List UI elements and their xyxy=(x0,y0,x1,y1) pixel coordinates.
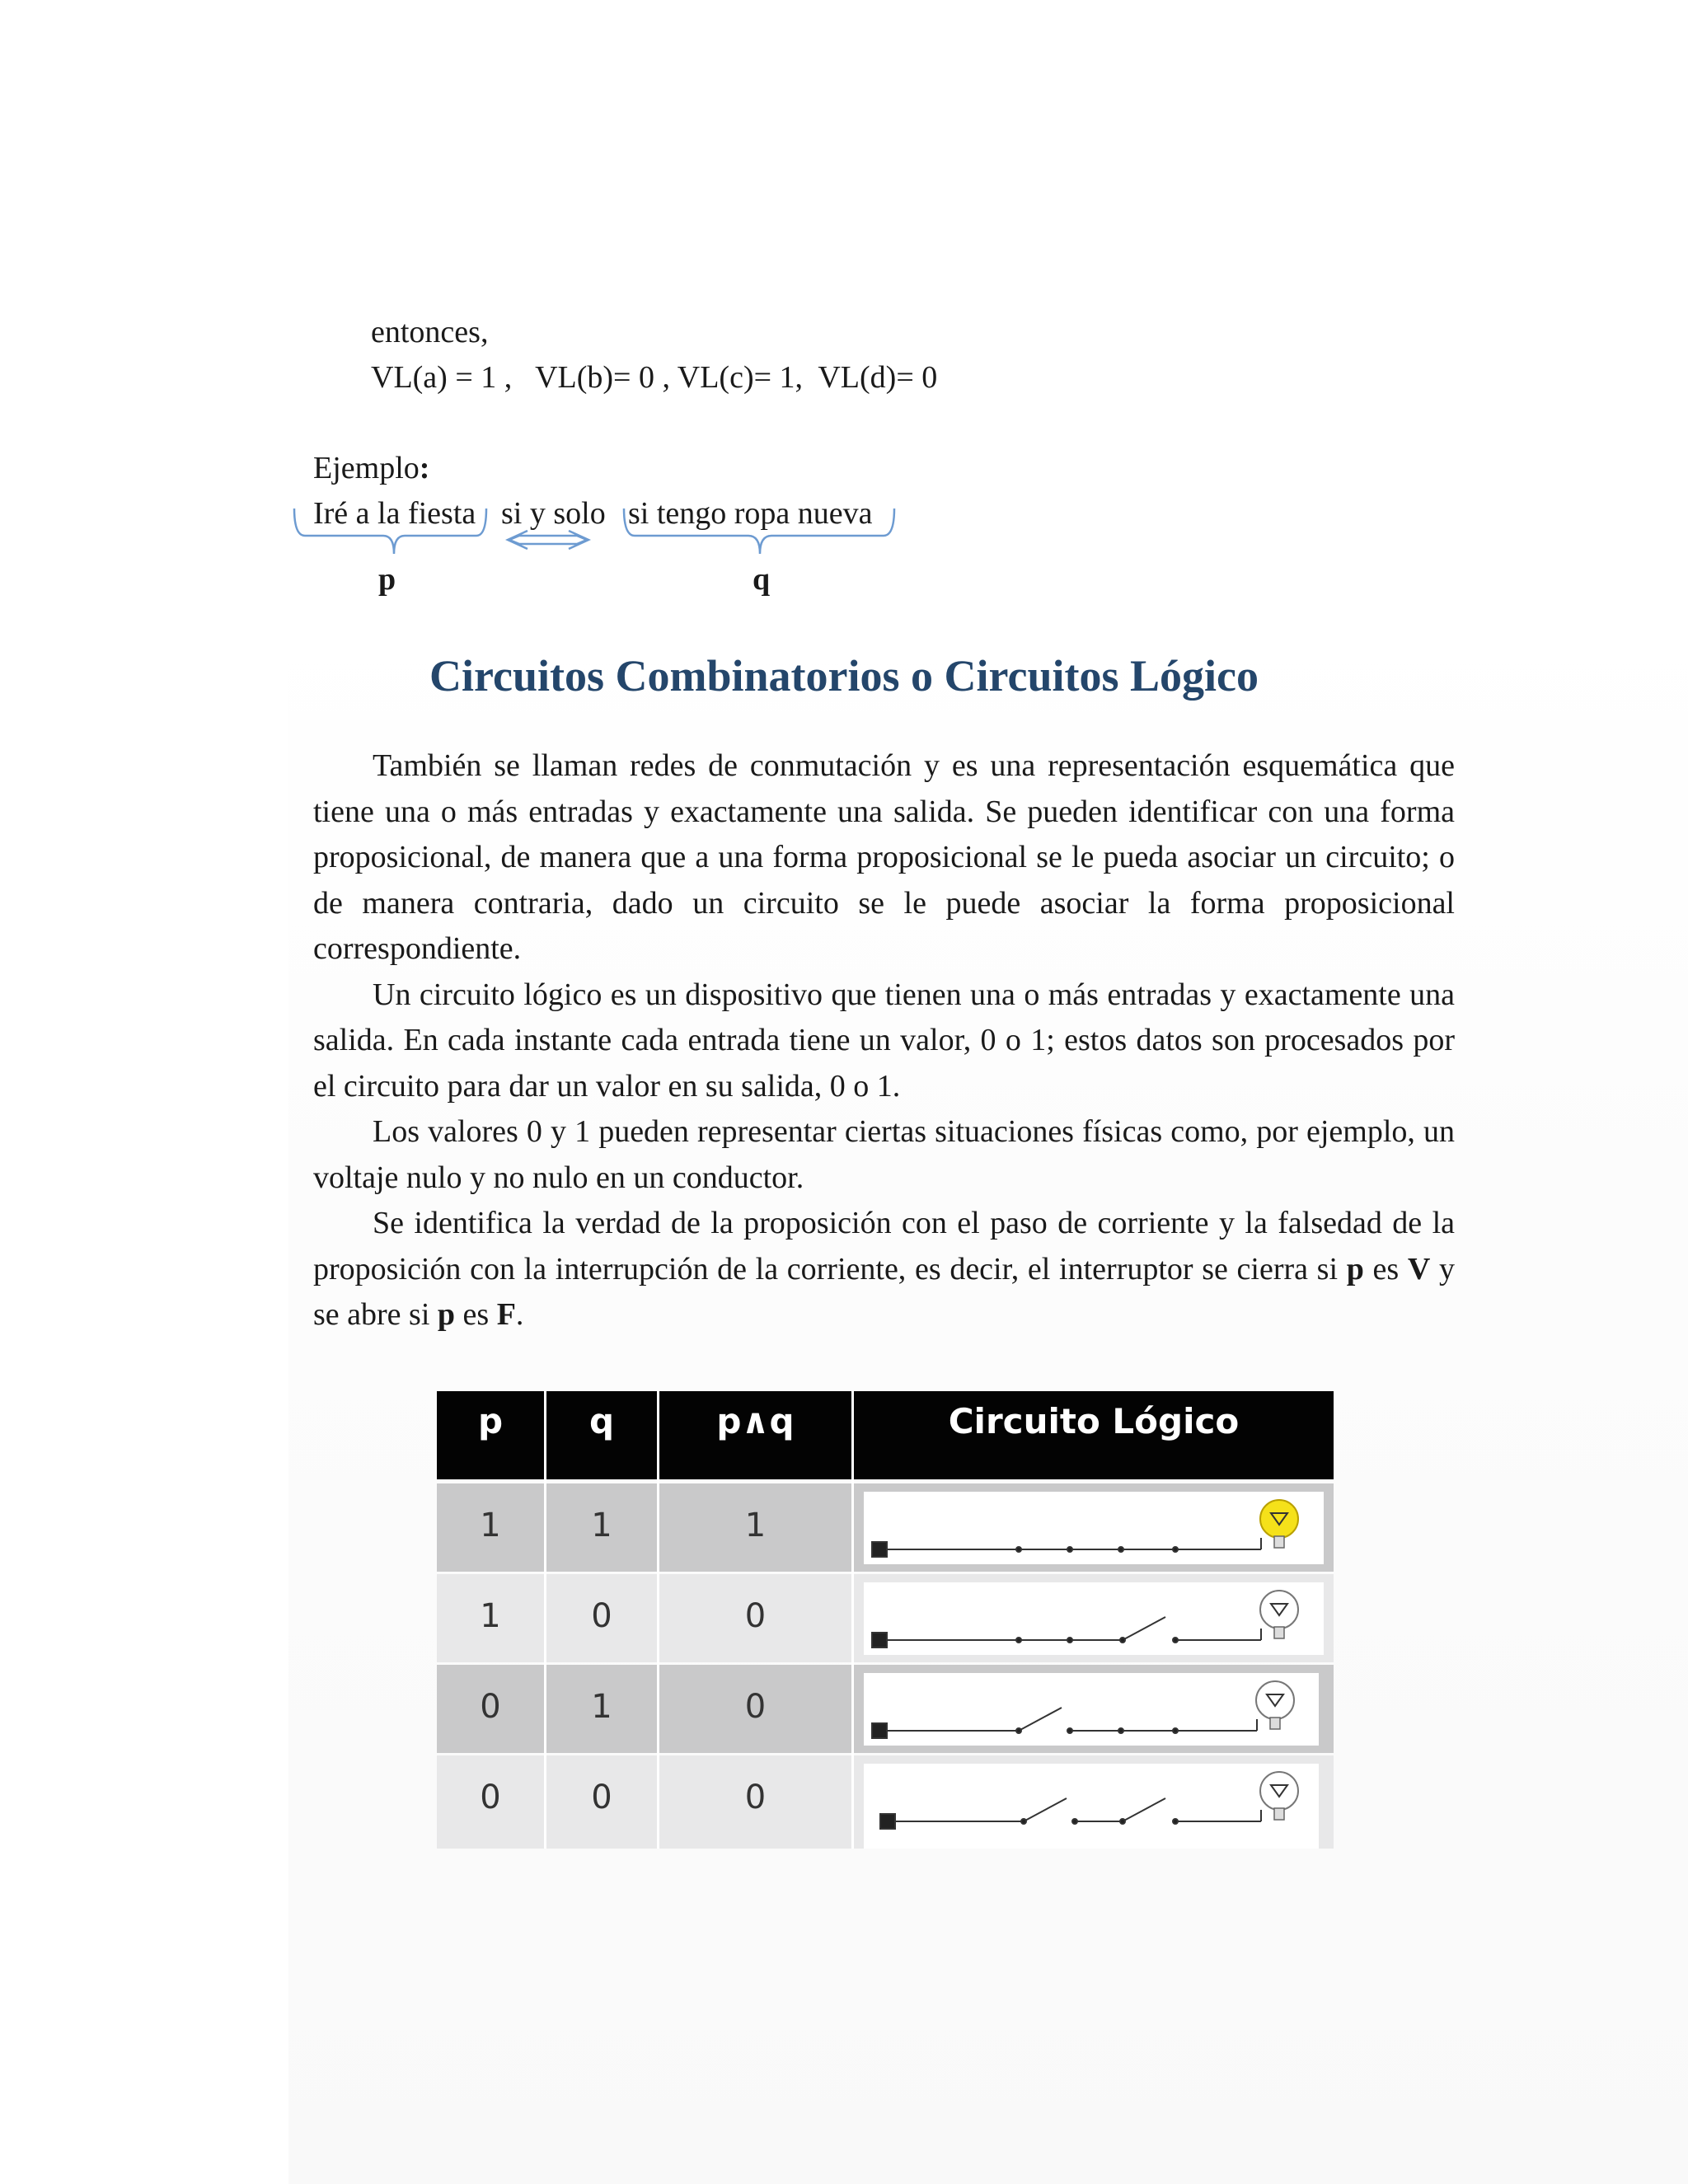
circuit-2 xyxy=(872,1591,1298,1647)
cell-r3-p: 0 xyxy=(480,1688,501,1726)
header-circuit: Circuito Lógico xyxy=(948,1401,1240,1441)
power-source-icon xyxy=(872,1633,887,1647)
circuit-1 xyxy=(872,1500,1298,1557)
p4-bold-f: F xyxy=(496,1297,516,1332)
paragraph-4 xyxy=(313,1201,1455,1338)
cell-r2-q: 0 xyxy=(591,1597,612,1635)
header-p-and-q: p∧q xyxy=(716,1401,795,1441)
example-braces-graphic xyxy=(0,0,1688,626)
header-p: p xyxy=(477,1401,504,1441)
cell-r2-pq: 0 xyxy=(744,1597,767,1635)
example-var-q: q xyxy=(753,562,771,597)
example-part-p: Iré a la fiesta xyxy=(313,496,476,531)
paragraph-1: También se llaman redes de conmutación y es una representación esquemática que tiene una o más entradas y exactamente una salida. Se pueden identificar con una forma proposicional, de manera que a una forma proposicional se le pueda asociar un circuito; o de manera contraria, dado un circuito se le puede asociar la forma proposicional correspondiente. xyxy=(313,748,1455,966)
paragraph-2: Un circuito lógico es un dispositivo que tienen una o más entradas y exactamente una salida. En cada instante cada entrada tiene un valor, 0 o 1; estos datos son procesados por el circuito para dar un valor en su salida, 0 o 1. xyxy=(313,977,1455,1104)
cell-r4-q: 0 xyxy=(591,1779,612,1816)
cell-r3-pq: 0 xyxy=(744,1688,767,1726)
example-part-q: si tengo ropa nueva xyxy=(628,496,873,531)
intro-line-vl-values: VL(a) = 1 , VL(b)= 0 , VL(c)= 1, VL(d)= 0 xyxy=(371,360,938,395)
p4-text-4: es xyxy=(455,1297,497,1332)
example-label-text: Ejemplo xyxy=(313,451,420,485)
cell-r1-pq: 1 xyxy=(744,1507,767,1544)
cell-r4-p: 0 xyxy=(480,1779,501,1816)
body-text xyxy=(313,743,1455,1338)
truth-table xyxy=(437,1391,1334,1849)
intro-line-entonces: entonces, xyxy=(371,315,489,349)
cell-r4-pq: 0 xyxy=(744,1779,767,1816)
lightbulb-off-icon xyxy=(1260,1591,1298,1638)
p4-text-2: es xyxy=(1363,1251,1408,1286)
example-connector: si y solo xyxy=(501,496,606,531)
example-var-p: p xyxy=(378,562,396,597)
cell-r1-p: 1 xyxy=(480,1507,501,1544)
power-source-icon xyxy=(872,1542,887,1557)
lightbulb-off-icon xyxy=(1256,1681,1294,1729)
brace-q xyxy=(624,509,894,554)
circuit-diagrams xyxy=(437,1391,1334,1849)
p4-text-1: Se identifica la verdad de la proposición con el paso de corriente y la falsedad de la proposición con la interrupción de la corriente, es decir, el interruptor se cierra si xyxy=(313,1206,1455,1286)
circuit-3 xyxy=(872,1681,1294,1738)
example-label-colon: : xyxy=(419,451,430,485)
p4-bold-p2: p xyxy=(437,1297,456,1332)
double-arrow-icon xyxy=(508,531,588,549)
circuit-4 xyxy=(880,1772,1298,1829)
lightbulb-on-icon xyxy=(1260,1500,1298,1548)
brace-p xyxy=(294,509,486,554)
cell-r2-p: 1 xyxy=(480,1597,501,1635)
cell-r1-q: 1 xyxy=(591,1507,612,1544)
power-source-icon xyxy=(872,1723,887,1738)
p4-text-5: . xyxy=(515,1297,524,1332)
cell-r3-q: 1 xyxy=(591,1688,612,1726)
p4-text-3: y se abre si xyxy=(313,1251,1456,1332)
section-title: Circuitos Combinatorios o Circuitos Lógico xyxy=(429,651,1259,701)
p4-bold-p1: p xyxy=(1346,1251,1364,1286)
header-q: q xyxy=(588,1401,615,1441)
power-source-icon xyxy=(880,1814,895,1829)
paragraph-3: Los valores 0 y 1 pueden representar ciertas situaciones físicas como, por ejemplo, un voltaje nulo y no nulo en un conductor. xyxy=(313,1114,1455,1195)
lightbulb-off-icon xyxy=(1260,1772,1298,1820)
p4-bold-v: V xyxy=(1407,1251,1431,1286)
